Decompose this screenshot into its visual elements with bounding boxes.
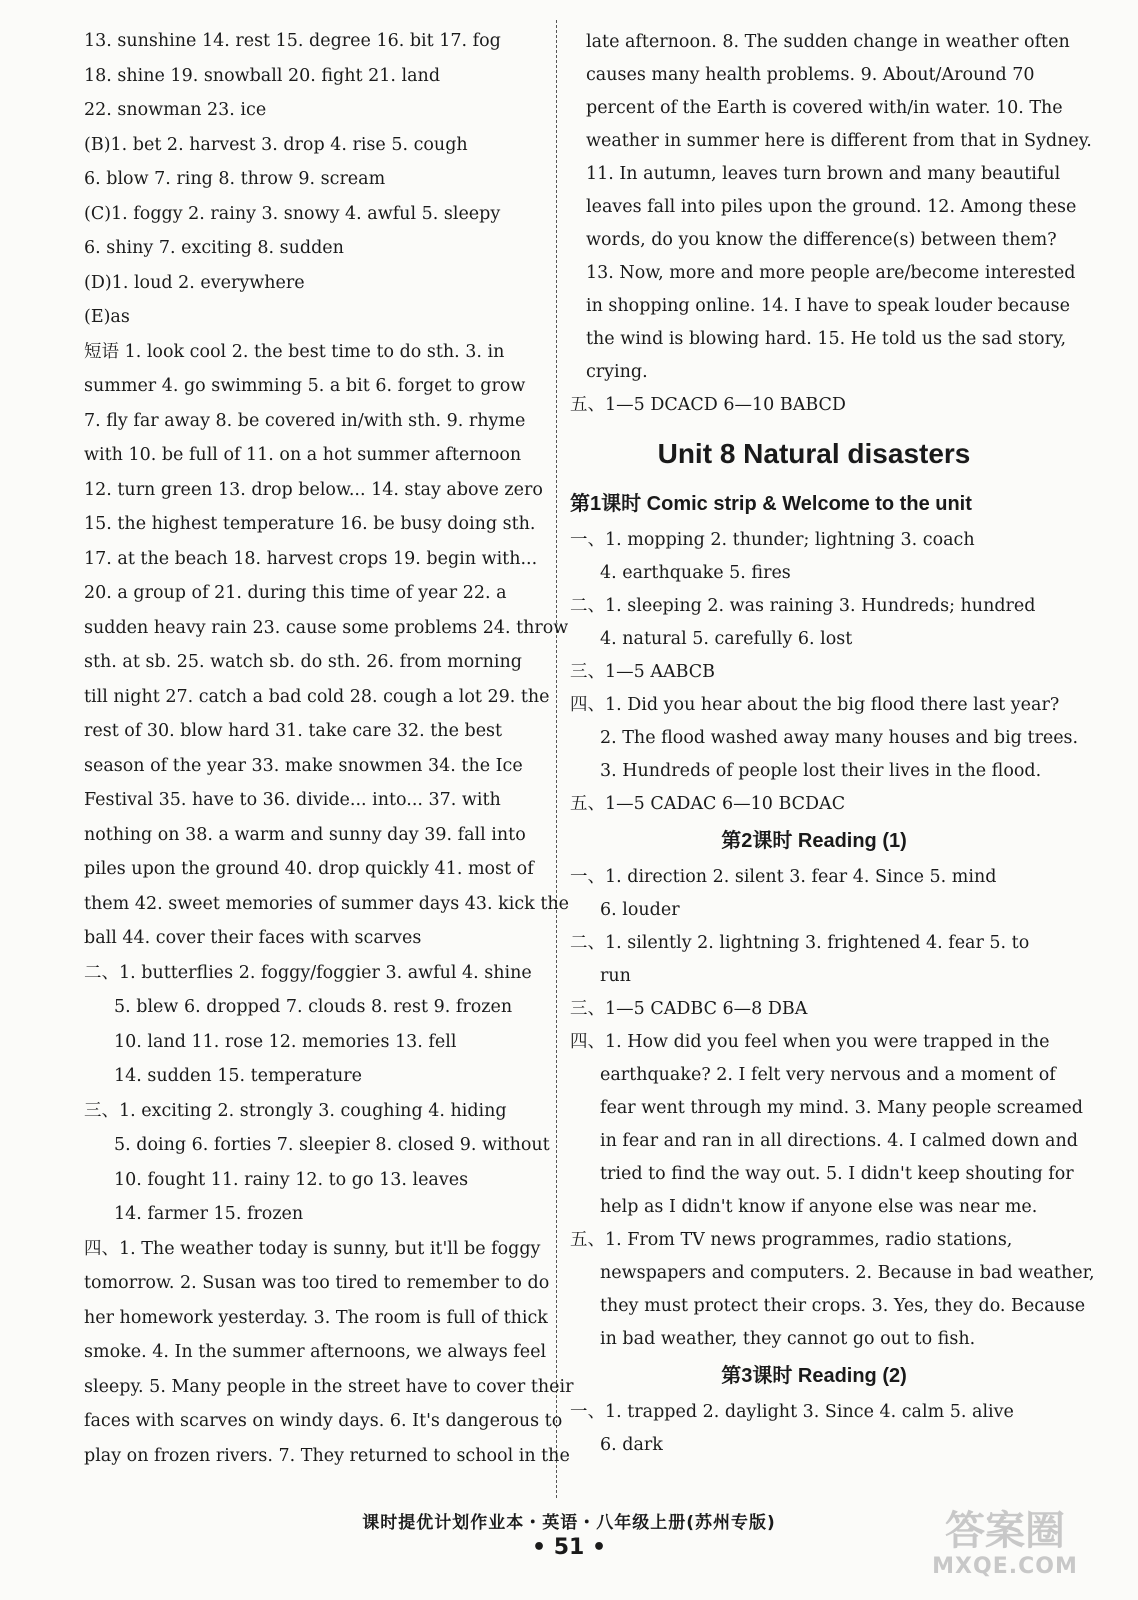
answer-line: tomorrow. 2. Susan was too tired to remember to do bbox=[84, 1273, 550, 1293]
left-column bbox=[84, 24, 574, 1473]
book-title: 课时提优计划作业本・英语・八年级上册(苏州专版) bbox=[362, 1513, 776, 1533]
answer-line: (B)1. bet 2. harvest 3. drop 4. rise 5. cough bbox=[84, 134, 468, 155]
answer-line: her homework yesterday. 3. The room is full of thick bbox=[84, 1307, 548, 1328]
answer-line: 7. fly far away 8. be covered in/with sth. 9. rhyme bbox=[84, 410, 526, 431]
answer-line: fear went through my mind. 3. Many people screamed bbox=[600, 1098, 1083, 1118]
answer-line: the wind is blowing hard. 15. He told us the sad story, bbox=[586, 329, 1067, 349]
answer-line: 二、1. silently 2. lightning 3. frightened 4. fear 5. to bbox=[570, 933, 1030, 953]
answer-line: 4. natural 5. carefully 6. lost bbox=[600, 629, 853, 649]
answer-line: 10. land 11. rose 12. memories 13. fell bbox=[114, 1031, 457, 1052]
answer-line: 10. fought 11. rainy 12. to go 13. leaves bbox=[114, 1169, 469, 1190]
answer-line: smoke. 4. In the summer afternoons, we always feel bbox=[84, 1342, 547, 1362]
answer-line: 三、1. exciting 2. strongly 3. coughing 4. hiding bbox=[84, 1100, 507, 1121]
answer-line: tried to find the way out. 5. I didn't keep shouting for bbox=[600, 1164, 1074, 1184]
lesson-heading: 第2课时 Reading (1) bbox=[721, 830, 907, 852]
answer-line: 一、1. direction 2. silent 3. fear 4. Since 5. mind bbox=[570, 867, 997, 887]
answer-line: 四、1. Did you hear about the big flood there last year? bbox=[570, 695, 1060, 715]
answer-line: words, do you know the difference(s) between them? bbox=[586, 230, 1057, 250]
answer-line: earthquake? 2. I felt very nervous and a moment of bbox=[600, 1065, 1056, 1085]
unit-title: Unit 8 Natural disasters bbox=[657, 438, 971, 469]
answer-line: 四、1. How did you feel when you were trapped in the bbox=[570, 1032, 1050, 1052]
answer-line: summer 4. go swimming 5. a bit 6. forget to grow bbox=[84, 376, 526, 396]
answer-line: faces with scarves on windy days. 6. It's dangerous to bbox=[84, 1411, 563, 1431]
answer-line: 短语 1. look cool 2. the best time to do sth. 3. in bbox=[84, 341, 505, 362]
answer-line: piles upon the ground 40. drop quickly 41. most of bbox=[84, 859, 534, 879]
answer-line: 14. farmer 15. frozen bbox=[114, 1204, 304, 1224]
answer-line: 15. the highest temperature 16. be busy doing sth. bbox=[84, 514, 536, 534]
answer-line: newspapers and computers. 2. Because in bad weather, bbox=[600, 1263, 1095, 1283]
answer-line: Festival 35. have to 36. divide... into... 37. with bbox=[84, 790, 501, 810]
answer-line: 5. doing 6. forties 7. sleepier 8. closed 9. without bbox=[114, 1135, 550, 1155]
answer-line: 12. turn green 13. drop below... 14. stay above zero bbox=[84, 479, 543, 500]
answer-line: 20. a group of 21. during this time of year 22. a bbox=[84, 583, 507, 603]
answer-line: sleepy. 5. Many people in the street have to cover their bbox=[84, 1376, 574, 1397]
answer-line: 14. sudden 15. temperature bbox=[114, 1066, 362, 1086]
answer-line: 13. Now, more and more people are/become interested bbox=[586, 263, 1076, 283]
answer-line: leaves fall into piles upon the ground. 12. Among these bbox=[586, 197, 1077, 217]
answer-line: causes many health problems. 9. About/Around 70 bbox=[586, 65, 1035, 85]
answer-line: run bbox=[600, 966, 631, 986]
page-number: • 51 • bbox=[531, 1535, 607, 1560]
answer-line: with 10. be full of 11. on a hot summer afternoon bbox=[84, 445, 522, 465]
answer-line: (E)as bbox=[84, 307, 130, 327]
answer-line: 五、1—5 CADAC 6—10 BCDAC bbox=[570, 794, 846, 814]
answer-line: 2. The flood washed away many houses and big trees. bbox=[600, 728, 1079, 748]
answer-line: play on frozen rivers. 7. They returned to school in the bbox=[84, 1445, 570, 1466]
watermark-logo bbox=[890, 1508, 1120, 1588]
answer-line: in shopping online. 14. I have to speak louder because bbox=[586, 296, 1070, 316]
answer-line: (D)1. loud 2. everywhere bbox=[84, 272, 305, 293]
answer-line: weather in summer here is different from that in Sydney. bbox=[586, 131, 1092, 151]
answer-line: 二、1. butterflies 2. foggy/foggier 3. awful 4. shine bbox=[84, 962, 532, 983]
answer-line: 13. sunshine 14. rest 15. degree 16. bit 17. fog bbox=[84, 31, 501, 51]
answer-line: ball 44. cover their faces with scarves bbox=[84, 928, 422, 948]
answer-line: 四、1. The weather today is sunny, but it'll be foggy bbox=[84, 1238, 541, 1259]
answer-line: late afternoon. 8. The sudden change in weather often bbox=[586, 32, 1070, 52]
answer-line: help as I didn't know if anyone else was near me. bbox=[600, 1197, 1038, 1217]
answer-line: 18. shine 19. snowball 20. fight 21. land bbox=[84, 65, 441, 86]
answer-line: 17. at the beach 18. harvest crops 19. begin with... bbox=[84, 548, 538, 569]
answer-line: 6. blow 7. ring 8. throw 9. scream bbox=[84, 169, 386, 189]
answer-line: 二、1. sleeping 2. was raining 3. Hundreds; hundred bbox=[570, 596, 1036, 616]
right-column bbox=[570, 26, 1095, 1462]
answer-line: they must protect their crops. 3. Yes, they do. Because bbox=[600, 1296, 1086, 1316]
answer-line: percent of the Earth is covered with/in water. 10. The bbox=[586, 98, 1063, 118]
answer-line: 三、1—5 CADBC 6—8 DBA bbox=[570, 999, 808, 1019]
answer-line: (C)1. foggy 2. rainy 3. snowy 4. awful 5. sleepy bbox=[84, 203, 501, 224]
answer-line: 3. Hundreds of people lost their lives in the flood. bbox=[600, 761, 1042, 781]
answer-line: them 42. sweet memories of summer days 43. kick the bbox=[84, 893, 570, 914]
watermark-url: MXQE.COM bbox=[932, 1554, 1078, 1579]
answer-line: 五、1—5 DCACD 6—10 BABCD bbox=[570, 395, 846, 415]
answer-line: 11. In autumn, leaves turn brown and many beautiful bbox=[586, 164, 1061, 184]
answer-line: till night 27. catch a bad cold 28. cough a lot 29. the bbox=[84, 686, 550, 707]
answer-line: sudden heavy rain 23. cause some problems 24. throw bbox=[84, 617, 569, 638]
watermark-text: 答案圈 bbox=[945, 1508, 1065, 1554]
answer-line: nothing on 38. a warm and sunny day 39. fall into bbox=[84, 824, 526, 845]
lesson-heading: 第3课时 Reading (2) bbox=[721, 1365, 907, 1387]
answer-line: 6. shiny 7. exciting 8. sudden bbox=[84, 238, 344, 258]
answer-line: 22. snowman 23. ice bbox=[84, 100, 267, 120]
answer-line: 一、1. mopping 2. thunder; lightning 3. coach bbox=[570, 530, 975, 550]
answer-line: 4. earthquake 5. fires bbox=[600, 563, 791, 583]
answer-line: 三、1—5 AABCB bbox=[570, 662, 716, 682]
answer-line: crying. bbox=[586, 362, 648, 382]
answer-line: 6. louder bbox=[600, 900, 680, 920]
answer-line: 一、1. trapped 2. daylight 3. Since 4. calm 5. alive bbox=[570, 1402, 1014, 1422]
column-divider bbox=[556, 20, 557, 1498]
answer-line: 5. blew 6. dropped 7. clouds 8. rest 9. frozen bbox=[114, 997, 513, 1017]
answer-line: season of the year 33. make snowmen 34. the Ice bbox=[84, 755, 523, 776]
answer-line: rest of 30. blow hard 31. take care 32. the best bbox=[84, 721, 503, 741]
answer-line: in fear and ran in all directions. 4. I calmed down and bbox=[600, 1131, 1078, 1151]
lesson-heading: 第1课时 Comic strip & Welcome to the unit bbox=[570, 493, 972, 515]
answer-line: 6. dark bbox=[600, 1435, 663, 1455]
answer-line: in bad weather, they cannot go out to fish. bbox=[600, 1329, 976, 1349]
answer-line: 五、1. From TV news programmes, radio stations, bbox=[570, 1230, 1013, 1250]
answer-line: sth. at sb. 25. watch sb. do sth. 26. from morning bbox=[84, 652, 523, 672]
